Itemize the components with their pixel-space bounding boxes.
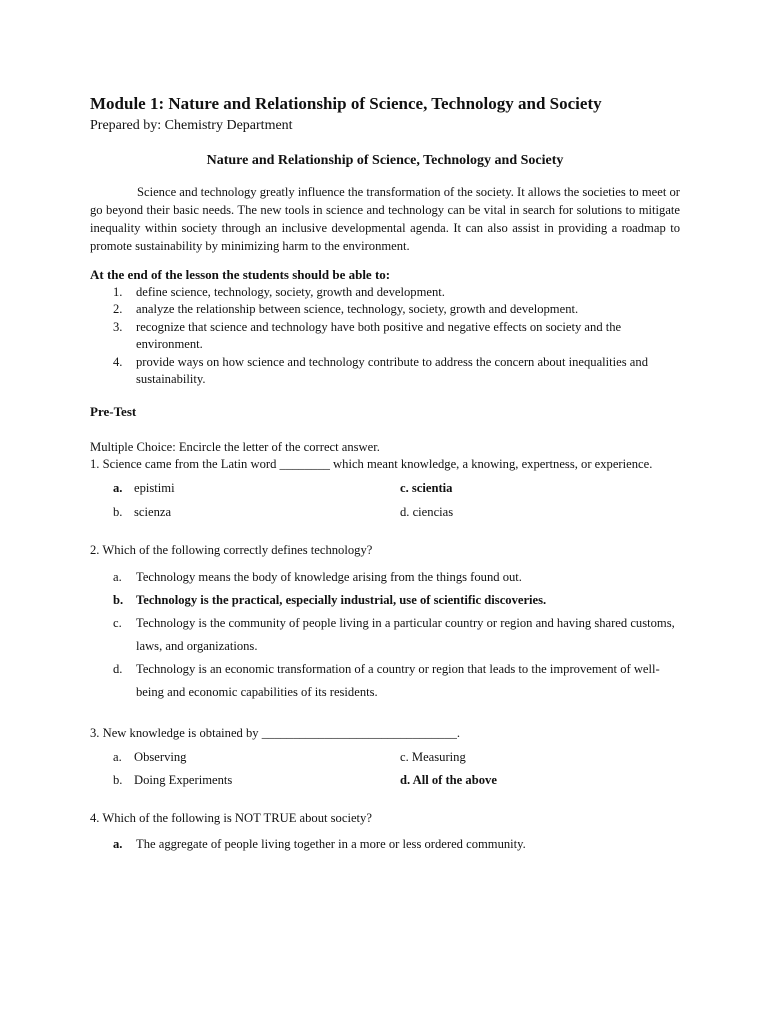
objective-item [90,284,680,301]
question-3 [90,725,680,789]
choice-text: Observing [134,750,187,765]
choice-b[interactable] [90,504,400,521]
question-1 [90,456,680,521]
question-4-text: 4. Which of the following is NOT TRUE about society? [90,811,372,826]
choice-text: The aggregate of people living together in a more or less ordered community. [136,837,526,852]
objectives-heading: At the end of the lesson the students should be able to: [90,267,391,282]
objective-item [90,301,680,318]
choice-a[interactable] [90,749,400,766]
choice-text: epistimi [134,481,175,496]
choice-c[interactable] [400,749,680,766]
choice-text: scienza [134,505,172,520]
choice-text: Technology is the community of people living in a particular country or region and having shared customs, laws, and organizations. [136,616,675,654]
choice-letter: d. [113,662,123,677]
choice-letter: c. [113,616,122,631]
choice-letter: a. [113,481,123,496]
question-3-choices [90,749,680,789]
choice-text: d. ciencias [400,505,454,520]
module-title: Module 1: Nature and Relationship of Science, Technology and Society [90,94,602,113]
question-1-choices [90,480,680,521]
mc-instructions: Multiple Choice: Encircle the letter of the correct answer. [90,440,380,455]
objective-number: 2. [113,302,123,317]
objective-number: 4. [113,354,123,369]
choice-text: Doing Experiments [134,773,233,788]
question-2 [90,542,680,704]
question-1-text: 1. Science came from the Latin word ________ which meant knowledge, a knowing, expertness, or experience. [90,457,653,472]
choice-c[interactable] [400,480,680,497]
prepared-by: Prepared by: Chemistry Department [90,118,293,133]
objective-text: provide ways on how science and technology contribute to address the concern about inequalities and sustainability. [136,354,648,387]
objective-item [90,319,680,354]
choice-b[interactable] [90,772,400,789]
objective-text: analyze the relationship between science, technology, society, growth and development. [136,302,579,317]
choice-text: c. scientia [400,481,453,496]
choice-a[interactable] [90,480,400,497]
choice-text: Technology is an economic transformation of a country or region that leads to the improvement of well-being and economic capabilities of its residents. [136,662,660,700]
objective-text: recognize that science and technology have both positive and negative effects on society and the environment. [136,319,622,352]
choice-letter: b. [113,593,124,608]
choice-letter: a. [113,750,122,765]
choice-text: d. All of the above [400,773,497,788]
choice-text: c. Measuring [400,750,466,765]
objective-number: 1. [113,285,123,299]
choice-a[interactable] [90,566,680,589]
question-3-text: 3. New knowledge is obtained by _______________________________. [90,726,461,741]
choice-c[interactable] [90,612,680,658]
objective-text: define science, technology, society, growth and development. [136,285,445,299]
choice-d[interactable] [400,504,680,521]
choice-b[interactable] [90,589,680,612]
question-2-choices [90,566,680,704]
intro-paragraph: Science and technology greatly influence the transformation of the society. It allows the societies to meet or go beyond their basic needs. The new tools in science and technology can be vital in search for solutions to mitigate inequality within society through an inclusive developmental agenda. It can also assist in providing a roadmap to promote sustainability by minimizing harm to the environment. [90,185,680,253]
objective-item [90,354,680,389]
question-4-choices [90,834,680,854]
section-title: Nature and Relationship of Science, Technology and Society [206,153,564,168]
choice-letter: b. [113,773,123,788]
choice-a[interactable] [90,834,680,854]
objectives-list [90,284,680,388]
objective-number: 3. [113,319,123,334]
choice-text: Technology means the body of knowledge arising from the things found out. [136,570,522,585]
choice-letter: a. [113,570,122,585]
choice-letter: b. [113,505,123,520]
question-4 [90,810,680,854]
choice-d[interactable] [400,772,680,789]
document-page [90,93,680,854]
pretest-heading: Pre-Test [90,404,137,420]
choice-d[interactable] [90,658,680,704]
choice-text: Technology is the practical, especially industrial, use of scientific discoveries. [136,593,547,608]
choice-letter: a. [113,837,123,852]
question-2-text: 2. Which of the following correctly defines technology? [90,543,373,558]
